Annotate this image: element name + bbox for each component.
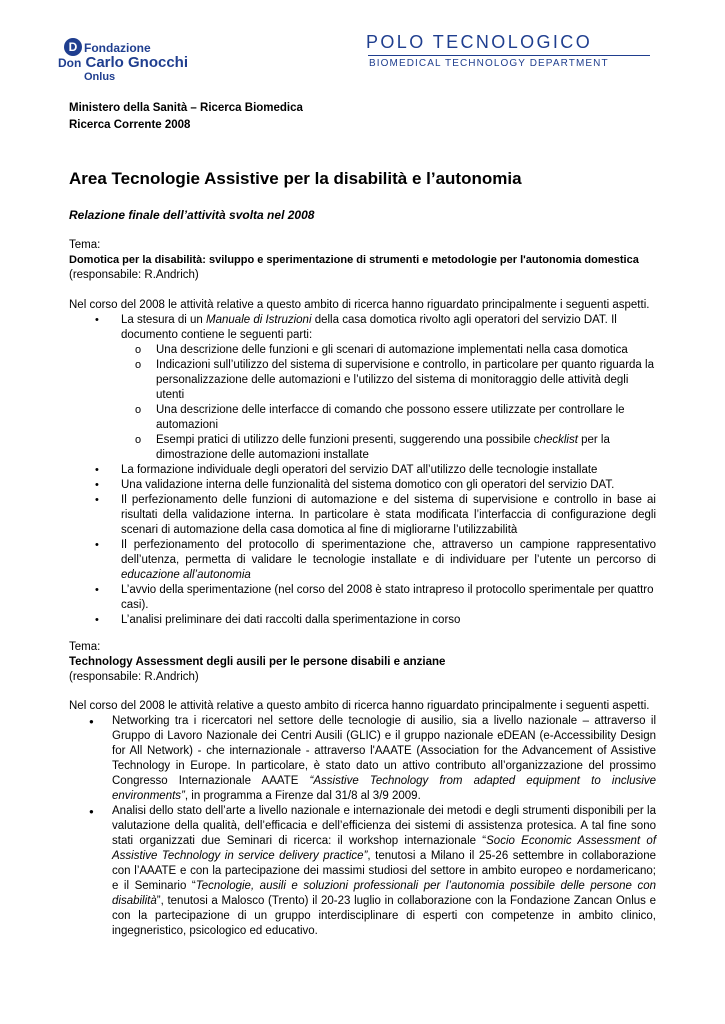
polo-subtitle: BIOMEDICAL TECHNOLOGY DEPARTMENT [369,58,609,69]
list-item-text: Il perfezionamento del protocollo di sperimentazione che, attraverso un campione rappresentativo dell’utenza, permetta di validare le tecnologie installate e di individuare per l’utente un percorso di [121,539,656,566]
list-item-text: Analisi dello stato dell’arte a livello nazionale e internazionale dei metodi e degli strumenti disponibili per la valutazione della qualità, dell’efficacia e dell’efficienza dei sistemi di assistenza protesica. A tal fine sono stati organizzati due Seminari di ricerca: il workshop internazionale “ [112,805,656,847]
section1-responsible: (responsabile: R.Andrich) [69,269,199,281]
list-item-text: La stesura di un [121,314,207,326]
section2-intro: Nel corso del 2008 le attività relative a questo ambito di ricerca hanno riguardato principalmente i seguenti aspetti. [69,700,650,712]
sublist-item: o Una descrizione delle interfacce di comando che possono essere utilizzate per controllare le automazioni [69,403,656,433]
logo-text-fondazione: Fondazione [84,41,151,55]
section1-tema-label: Tema: [69,239,101,251]
list-item [69,714,656,804]
section1-topic: Domotica per la disabilità: sviluppo e sperimentazione di strumenti e metodologie per l'autonomia domestica [69,254,639,266]
section2-responsible: (responsabile: R.Andrich) [69,671,199,683]
section1-sublist [69,343,656,463]
list-item-text: Networking tra i ricercatori nel settore delle tecnologie di ausilio, sia a livello nazionale – attraverso il Gruppo di Lavoro Nazionale dei Centri Ausili (GLIC) e il gruppo nazionale eDEAN (e-Accessibility Design for All Network) - che internazionale - attraverso l'AAATE (Association for the Advancement of Assistive Technology in Europe. In particolare, è stato dato un attivo contributo all’organizzazione del prossimo Congresso Internazionale AAATE [112,715,656,787]
section1-list [69,313,656,628]
page-title: Area Tecnologie Assistive per la disabilità e l’autonomia [69,169,522,188]
list-item-emphasis: educazione all’autonomia [121,569,251,581]
sublist-item-text: Esempi pratici di utilizzo delle funzioni presenti, suggerendo una possibile c [156,434,540,446]
list-item-text: , tenutosi a Milano il 25-26 settembre in collaborazione con l’AAATE e con la partecipazione dei massimi studiosi del settore in ambito europeo e nordamericano; e il Seminario “ [112,850,656,892]
sublist-item: o Una descrizione delle funzioni e gli scenari di automazione implementati nella casa domotica [69,343,656,358]
section1-intro: Nel corso del 2008 le attività relative a questo ambito di ricerca hanno riguardato principalmente i seguenti aspetti. [69,299,650,311]
research-line: Ricerca Corrente 2008 [69,119,191,131]
list-item: • L’analisi preliminare dei dati raccolti dalla sperimentazione in corso [69,613,656,628]
logo-text-name [58,54,188,71]
list-item-emphasis: Tecnologie, ausili e soluzioni professionali per l’autonomia possibile delle persone con disabilità [112,880,657,907]
logo-text-don: Don [58,56,82,70]
list-item: • Il perfezionamento delle funzioni di automazione e del sistema di supervisione e controllo in base ai risultati della validazione interna. In particolare è stata modificata l’interfaccia di configurazione degli scenari di automazione della casa domotica al fine di migliorarne l’utilizzabilità [69,493,656,538]
logo-text-carlo-gnocchi: Carlo Gnocchi [85,54,189,71]
logo-emblem-icon: D [64,38,82,56]
sublist-item [69,433,656,463]
section2-tema-label: Tema: [69,641,101,653]
fondazione-logo [58,36,208,94]
sublist-item-emphasis: hecklist [539,434,578,446]
list-item-text: ”, tenutosi a Malosco (Trento) il 20-23 luglio in collaborazione con la Fondazione Zancan Onlus e con la partecipazione di un gruppo interdisciplinare di esperti con competenze in ambito clinico, ingegneristico, psicologico ed educativo. [112,895,656,937]
header-divider [368,55,650,56]
list-item: • Una validazione interna delle funzionalità del sistema domotico con gli operatori del servizio DAT. [69,478,656,493]
list-item: • L’avvio della sperimentazione (nel corso del 2008 è stato intrapreso il protocollo sperimentale per quattro casi). [69,583,656,613]
list-item-text: , in programma a Firenze dal 31/8 al 3/9 2009. [184,790,421,802]
list-item: • La formazione individuale degli operatori del servizio DAT all’utilizzo delle tecnologie installate [69,463,656,478]
list-item [69,538,656,583]
logo-text-onlus: Onlus [84,71,116,83]
ministry-line: Ministero della Sanità – Ricerca Biomedica [69,102,303,114]
sublist-item: o Indicazioni sull’utilizzo del sistema di supervisione e controllo, in particolare per quanto riguarda la personalizzazione delle automazioni e l’utilizzo del sistema di monitoraggio delle attività degli utenti [69,358,656,403]
polo-tecnologico-title: POLO TECNOLOGICO [366,32,593,52]
list-item-emphasis: Socio Economic Assessment of Assistive Technology in service delivery practice” [112,835,657,862]
section2-topic: Technology Assessment degli ausili per le persone disabili e anziane [69,656,446,668]
list-item [69,804,656,939]
list-item-text: della casa domotica rivolto agli operatori del servizio DAT. Il documento contiene le seguenti parti: [121,314,617,341]
list-item [69,313,656,463]
sublist-item-text: per la dimostrazione delle automazioni installate [156,434,610,461]
list-item-emphasis: “Assistive Technology from adapted equipment to inclusive environments” [112,775,656,802]
page-subtitle: Relazione finale dell’attività svolta nel 2008 [69,208,315,222]
list-item-emphasis: Manuale di Istruzioni [206,314,312,326]
section2-list [69,714,656,939]
